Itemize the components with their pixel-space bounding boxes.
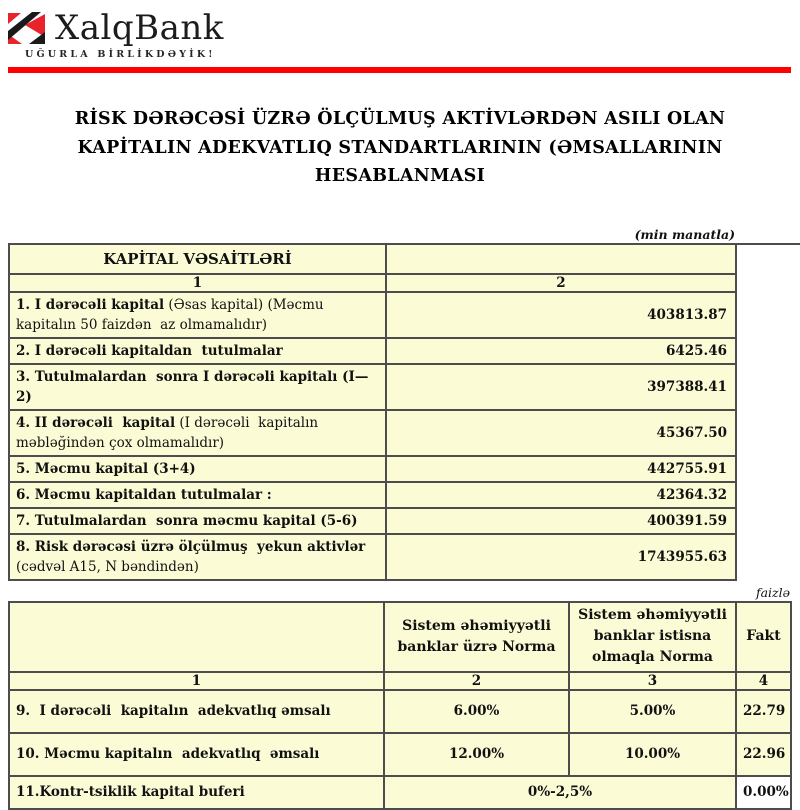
row3-value: 397388.41 (386, 364, 736, 410)
brand-row (8, 10, 800, 46)
table-row (9, 508, 736, 534)
row9-norma-istisna: 5.00% (569, 690, 736, 733)
ratio-empty-header-cell (9, 602, 384, 672)
row4-label-rest: (I dərəcəli kapitalın məbləğindən çox olmamalıdır) (16, 414, 323, 451)
brand-name: XalqBank (55, 8, 224, 48)
row8-label-bold: 8. Risk dərəcəsi üzrə ölçülmuş yekun aktivlər (16, 538, 366, 555)
ratio-col-number-1: 1 (9, 672, 384, 690)
row9-label: 9. I dərəcəli kapitalın adekvatlıq əmsalı (9, 690, 384, 733)
row8-label (9, 534, 386, 580)
row9-fakt: 22.79 (736, 690, 791, 733)
table-row (9, 338, 736, 364)
header-norma-sistem: Sistem əhəmiyyətli banklar üzrə Norma (384, 602, 569, 672)
table-header-row (9, 244, 736, 274)
capital-table-empty-header-cell (386, 244, 736, 274)
row7-value: 400391.59 (386, 508, 736, 534)
row1-label-rest: (Əsas kapital) (Məcmu kapitalın 50 faizdən az olmamalıdır) (16, 296, 328, 333)
page-title-line2: KAPİTALIN ADEKVATLIQ STANDARTLARININ (ƏMSALLARININ (77, 137, 723, 158)
row2-label-bold: 2. I dərəcəli kapitaldan tutulmalar (16, 342, 283, 359)
page-title-line3: HESABLANMASI (314, 166, 486, 186)
table-row (9, 482, 736, 508)
table-row (9, 690, 791, 733)
row10-norma-istisna: 10.00% (569, 733, 736, 776)
adequacy-ratio-table (8, 601, 792, 810)
row8-value: 1743955.63 (386, 534, 736, 580)
brand-tagline: UĞURLA BİRLİKDƏYİK! (25, 49, 216, 60)
header-norma-istisna: Sistem əhəmiyyətli banklar istisna olmaqla Norma (569, 602, 736, 672)
row5-label (9, 456, 386, 482)
row10-fakt: 22.96 (736, 733, 791, 776)
row2-label (9, 338, 386, 364)
row8-label-rest: (cədvəl A15, N bəndindən) (16, 538, 370, 575)
row6-label (9, 482, 386, 508)
table-row (9, 292, 736, 338)
ratio-column-number-row (9, 672, 791, 690)
column-number-row (9, 274, 736, 292)
col-number-2: 2 (386, 274, 736, 292)
capital-table-wrapper (8, 243, 735, 581)
row10-norma-sistem: 12.00% (384, 733, 569, 776)
page-title-line1: RİSK DƏRƏCƏSİ ÜZRƏ ÖLÇÜLMUŞ AKTİVLƏRDƏN ASILI OLAN (74, 109, 726, 129)
table1-top-extension-line (735, 243, 800, 245)
xalqbank-logo-icon (8, 12, 45, 45)
row9-norma-sistem: 6.00% (384, 690, 569, 733)
table1-unit-note: (min manatla) (634, 226, 735, 242)
row10-label: 10. Məcmu kapitalın adekvatlıq əmsalı (9, 733, 384, 776)
ratio-col-number-3: 3 (569, 672, 736, 690)
row1-value: 403813.87 (386, 292, 736, 338)
page-title (0, 105, 800, 191)
row11-label: 11.Kontr-tsiklik kapital buferi (9, 776, 384, 809)
capital-table-title-cell: KAPİTAL VƏSAİTLƏRİ (9, 244, 386, 274)
col-number-1: 1 (9, 274, 386, 292)
table-row (9, 534, 736, 580)
row3-label-bold: 3. Tutulmalardan sonra I dərəcəli kapitalı (I—2) (16, 368, 369, 405)
row7-label (9, 508, 386, 534)
row6-label-bold: 6. Məcmu kapitaldan tutulmalar : (16, 486, 272, 503)
table-row (9, 456, 736, 482)
table-row (9, 776, 791, 809)
row1-label (9, 292, 386, 338)
header-fakt: Fakt (736, 602, 791, 672)
header-red-rule (8, 67, 791, 73)
table-row (9, 733, 791, 776)
row11-fakt: 0.00% (736, 776, 791, 809)
table-row (9, 364, 736, 410)
table2-unit-note: faizlə (755, 584, 790, 600)
ratio-col-number-2: 2 (384, 672, 569, 690)
row11-norma-range: 0%-2,5% (384, 776, 736, 809)
row5-label-bold: 5. Məcmu kapital (3+4) (16, 460, 196, 477)
capital-table (8, 243, 737, 581)
table-row (9, 410, 736, 456)
row4-value: 45367.50 (386, 410, 736, 456)
ratio-col-number-4: 4 (736, 672, 791, 690)
row4-label-bold: 4. II dərəcəli kapital (16, 414, 176, 431)
row5-value: 442755.91 (386, 456, 736, 482)
row1-label-bold: 1. I dərəcəli kapital (16, 296, 165, 313)
header (0, 0, 800, 60)
row7-label-bold: 7. Tutulmalardan sonra məcmu kapital (5-6) (16, 512, 358, 529)
row2-value: 6425.46 (386, 338, 736, 364)
row6-value: 42364.32 (386, 482, 736, 508)
ratio-header-row (9, 602, 791, 672)
row3-label (9, 364, 386, 410)
row4-label (9, 410, 386, 456)
